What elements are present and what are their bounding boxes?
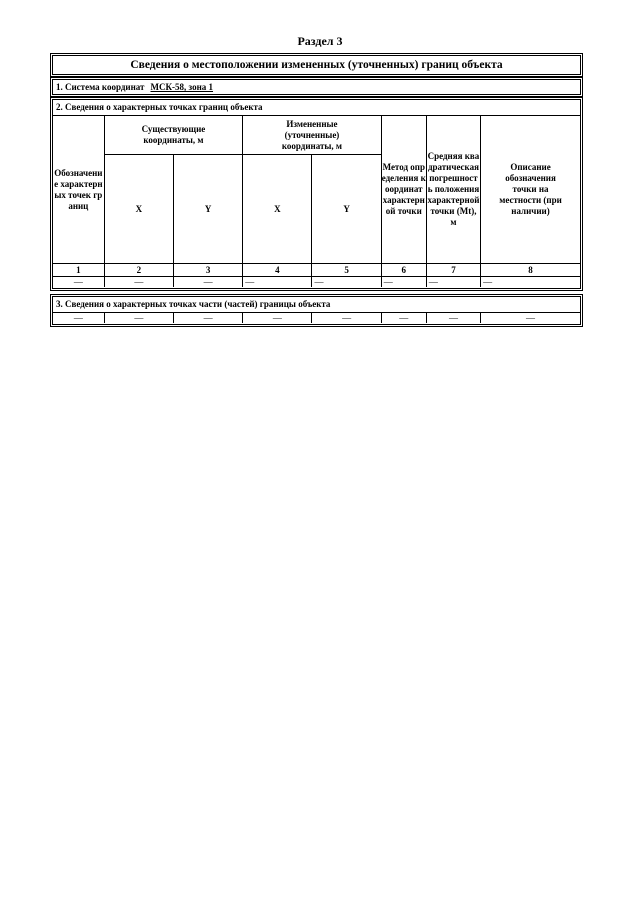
group-changed-header: Измененные (уточненные) координаты, м <box>243 116 382 155</box>
parts-table-box <box>52 296 581 325</box>
column-number: 4 <box>243 264 312 277</box>
table-cell: — <box>243 313 312 323</box>
table-cell: — <box>381 313 426 323</box>
table-cell: — <box>173 313 242 323</box>
coordinate-system <box>52 79 581 95</box>
col-method-header: Метод определения координат характерной точки <box>381 116 426 264</box>
changed-y-header: Y <box>312 155 381 264</box>
table-cell: — <box>481 313 580 323</box>
column-number: 2 <box>104 264 173 277</box>
table-cell: — <box>312 313 381 323</box>
points-table-box <box>52 99 581 289</box>
table-cell: — <box>104 277 173 288</box>
section-title: Раздел 3 <box>297 34 343 48</box>
coordinate-system-value: МСК-58, зона 1 <box>150 82 214 92</box>
col-designation-header: Обозначение характерных точек границ <box>53 116 104 264</box>
table-cell: — <box>481 277 580 288</box>
table-cell: — <box>173 277 242 288</box>
parts-heading: 3. Сведения о характерных точках части (частей) границы объекта <box>53 297 580 313</box>
changed-x-header: X <box>243 155 312 264</box>
column-number: 6 <box>381 264 426 277</box>
table-cell: — <box>53 313 104 323</box>
column-number: 1 <box>53 264 104 277</box>
table-cell: — <box>104 313 173 323</box>
table-cell: — <box>312 277 381 288</box>
group-existing-header: Существующие координаты, м <box>104 116 243 155</box>
table-cell: — <box>381 277 426 288</box>
column-number: 5 <box>312 264 381 277</box>
table-cell: — <box>53 277 104 288</box>
document-title: Сведения о местоположении измененных (уточненных) границ объекта <box>52 55 581 75</box>
table-cell: — <box>243 277 312 288</box>
parts-table <box>53 313 580 323</box>
existing-x-header: X <box>104 155 173 264</box>
col-description-header: Описание обозначения точки на местности (при наличии) <box>481 116 580 264</box>
points-table <box>53 116 580 287</box>
coordinate-system-label: 1. Система координат <box>56 82 145 92</box>
column-number: 7 <box>426 264 480 277</box>
table-cell: — <box>426 277 480 288</box>
existing-y-header: Y <box>173 155 242 264</box>
column-number: 3 <box>173 264 242 277</box>
col-error-header: Средняя квадратическая погрешность положения характерной точки (Mt), м <box>426 116 480 264</box>
points-heading: 2. Сведения о характерных точках границ объекта <box>53 100 580 116</box>
column-number: 8 <box>481 264 580 277</box>
table-cell: — <box>426 313 480 323</box>
